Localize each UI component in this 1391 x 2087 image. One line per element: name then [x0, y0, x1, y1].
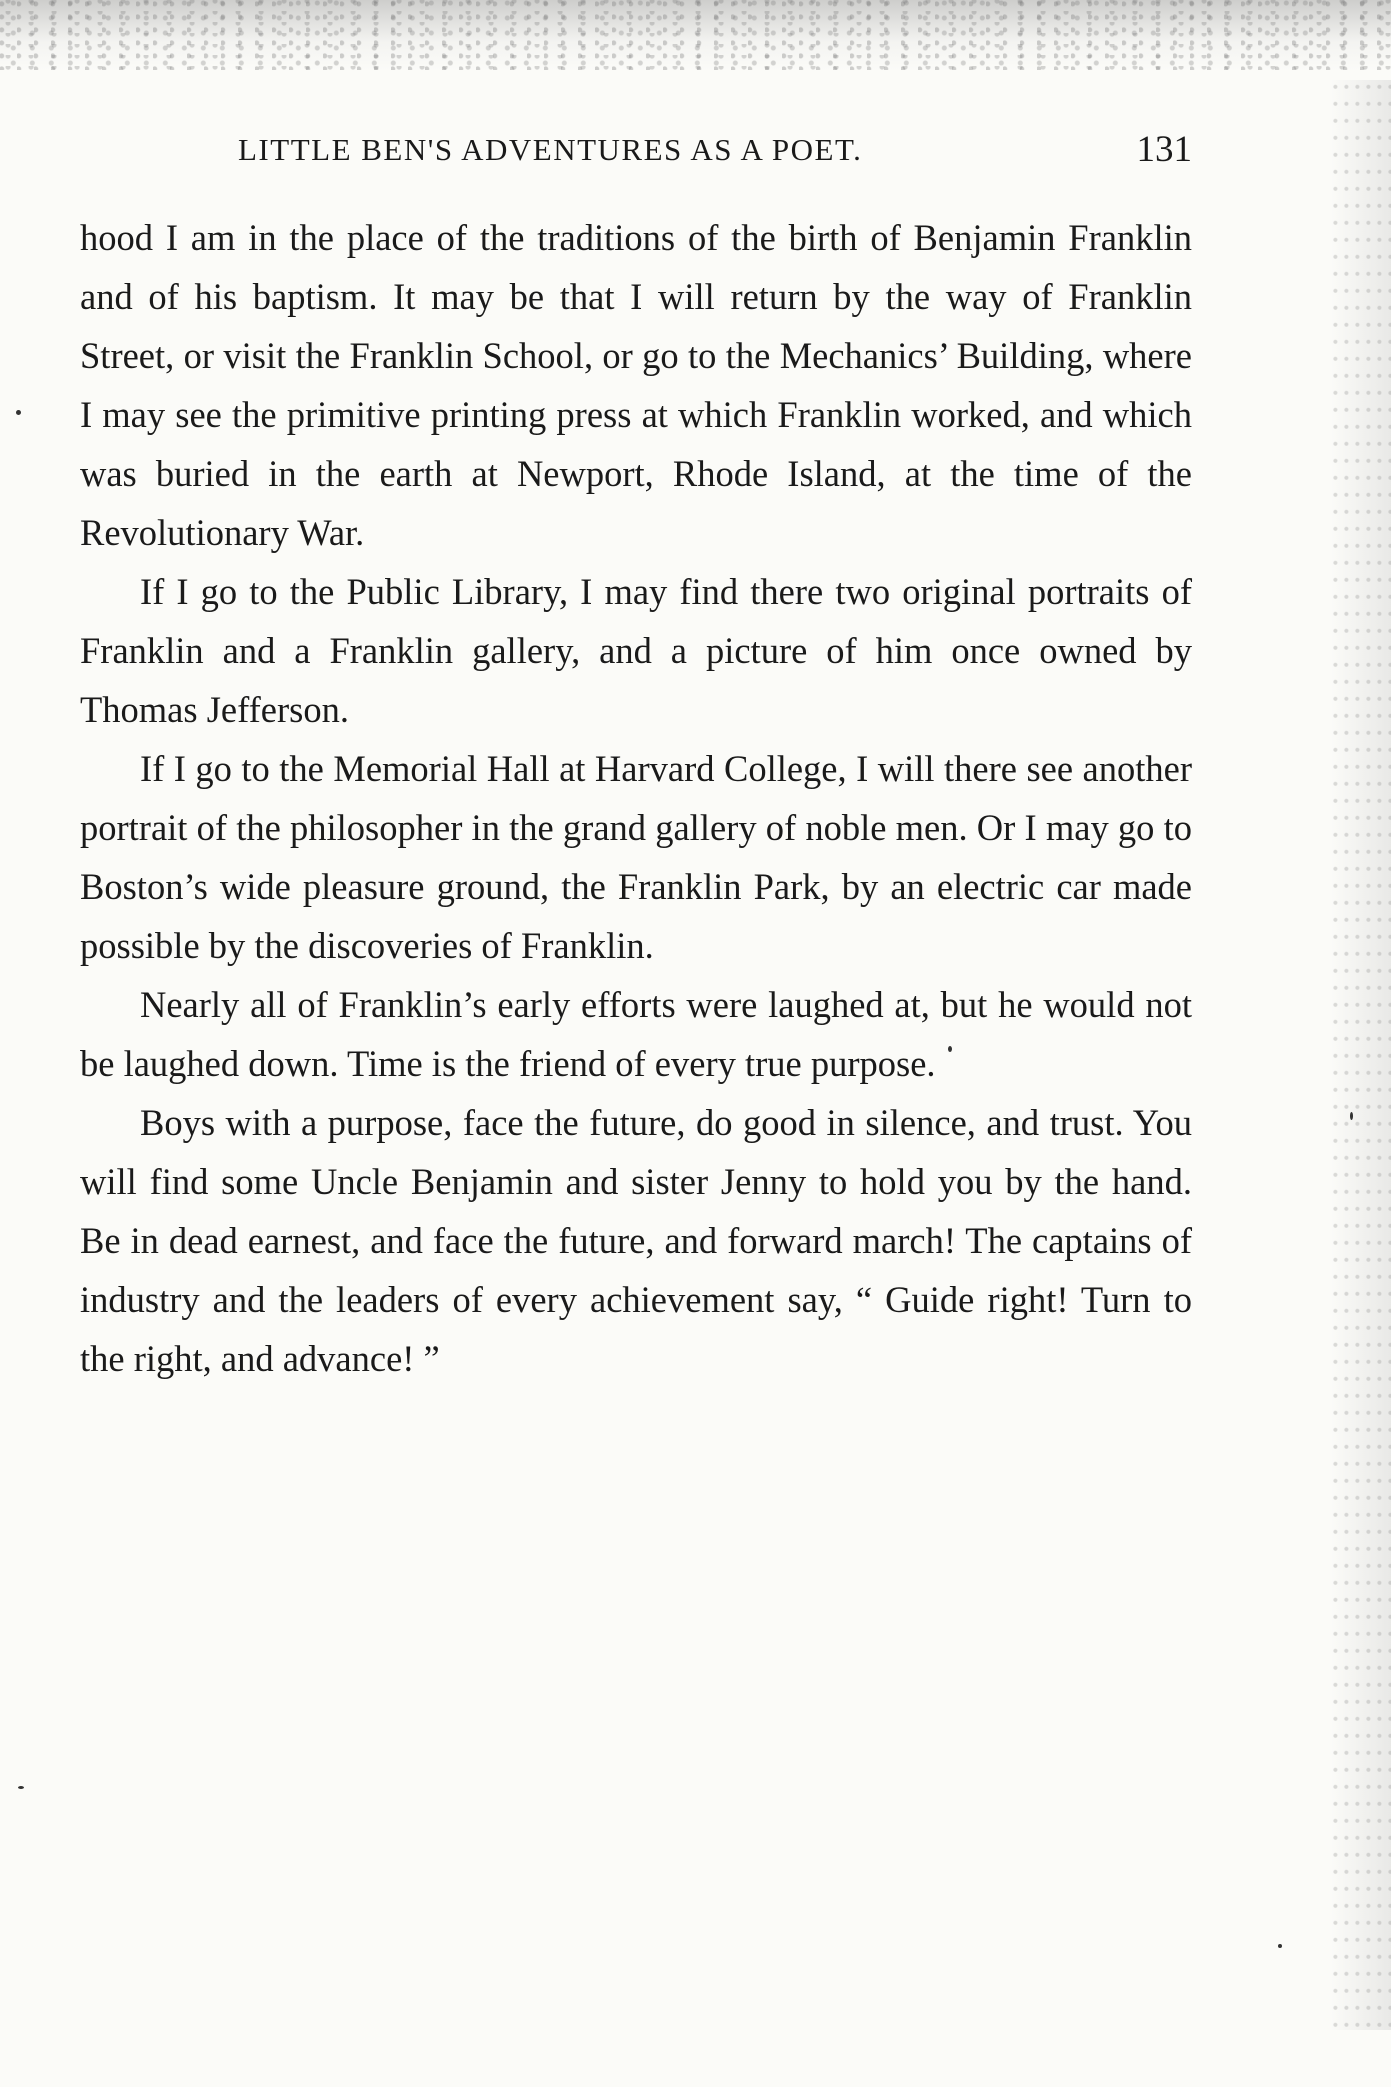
ink-speck: [18, 1786, 24, 1789]
page-top-scan-noise: [0, 0, 1391, 70]
running-title: LITTLE BEN'S ADVENTURES AS A POET.: [238, 132, 863, 167]
page-body: [80, 208, 1192, 1388]
ink-speck: [1350, 1112, 1353, 1120]
paragraph-2: If I go to the Public Library, I may find there two original portraits of Franklin and a Franklin gallery, and a picture of him once owned by Thomas Jefferson.: [80, 571, 1192, 730]
paragraph-3: If I go to the Memorial Hall at Harvard College, I will there see another portrait of the philosopher in the grand gallery of noble men. Or I may go to Boston’s wide pleasure ground, the Franklin Park, by an electric car made possible by the discoveries of Franklin.: [80, 748, 1192, 966]
ink-speck: [1278, 1944, 1282, 1948]
paragraph-4: Nearly all of Franklin’s early efforts were laughed at, but he would not be laughed down. Time is the friend of every true purpose.: [80, 984, 1192, 1084]
ink-speck: [948, 1046, 952, 1052]
page-header: [80, 128, 1192, 188]
page-right-scan-noise: [1331, 80, 1391, 2030]
page-number: 131: [1136, 129, 1192, 170]
paragraph-5: Boys with a purpose, face the future, do good in silence, and trust. You will find some Uncle Benjamin and sister Jenny to hold you by the hand. Be in dead earnest, and face the future, and forward march! The captains of industry and the leaders of every achievement say, “ Guide right! Turn to the right, and advance! ”: [80, 1102, 1192, 1379]
paragraph-1: hood I am in the place of the traditions of the birth of Benjamin Franklin and of his baptism. It may be that I will return by the way of Franklin Street, or visit the Franklin School, or go to the Mechanics’ Building, where I may see the primitive printing press at which Franklin worked, and which was buried in the earth at Newport, Rhode Island, at the time of the Revolutionary War.: [80, 217, 1192, 553]
ink-speck: [16, 410, 21, 415]
